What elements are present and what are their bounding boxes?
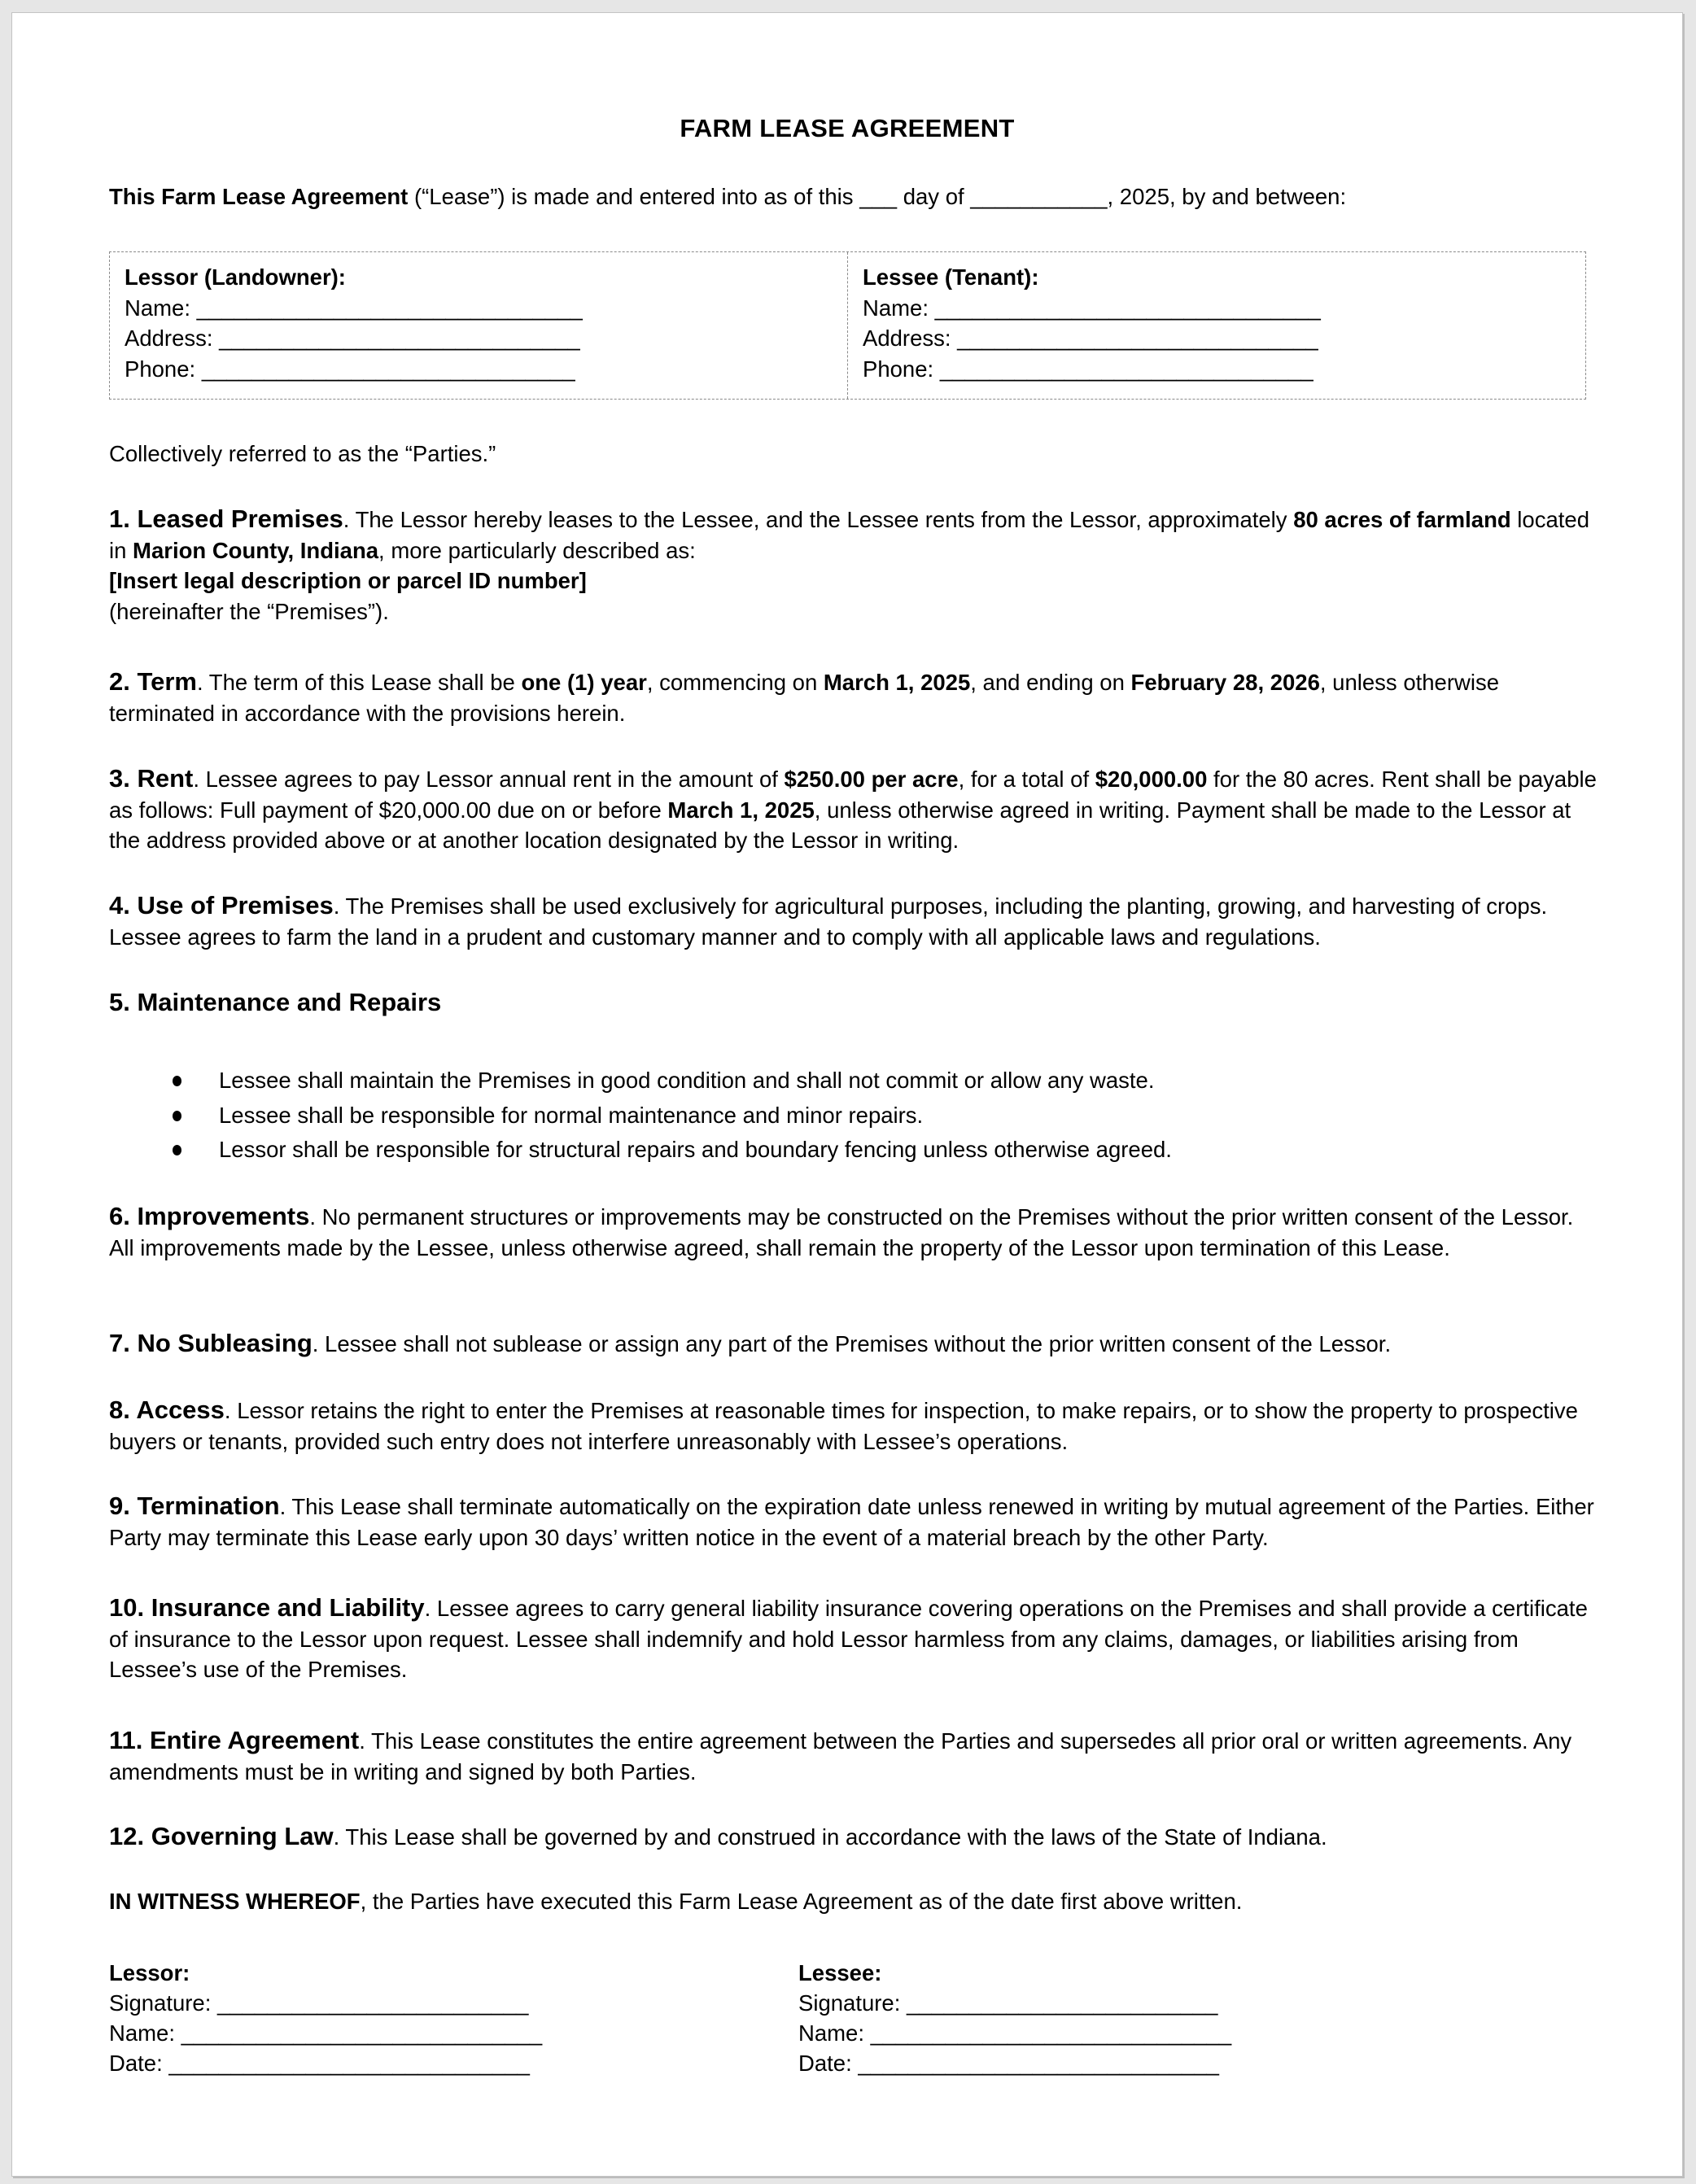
section-text: . This Lease constitutes the entire agreement between the Parties and supersedes all prior oral or written agreements. Any amendments must be in writing and signed by both Parties. bbox=[109, 1728, 1572, 1784]
field-blank[interactable]: _____________________________ bbox=[870, 2020, 1232, 2046]
field-blank[interactable]: _____________________________ bbox=[181, 2020, 543, 2046]
section-text: . This Lease shall be governed by and construed in accordance with the laws of the State of Indiana. bbox=[333, 1824, 1327, 1850]
section-text: . Lessee agrees to pay Lessor annual rent in the amount of bbox=[193, 767, 785, 792]
section-text: for the 80 acres. Rent shall be payable as follows: Full payment of $20,000.00 due on or before bbox=[109, 767, 1597, 823]
section-heading: 8. Access bbox=[109, 1396, 225, 1424]
lessor-phone-field[interactable] bbox=[125, 354, 847, 385]
witness-paragraph bbox=[109, 1886, 1598, 1917]
section-heading: 9. Termination bbox=[109, 1492, 280, 1520]
intro-text: (“Lease”) is made and entered into as of this bbox=[408, 184, 860, 209]
field-label: Address: bbox=[125, 325, 220, 351]
section-text: located in bbox=[109, 507, 1589, 563]
field-blank[interactable]: _______________________________ bbox=[934, 295, 1321, 321]
section-heading: 12. Governing Law bbox=[109, 1822, 334, 1850]
section-no-subleasing bbox=[109, 1328, 1598, 1360]
acreage-value: 80 acres of farmland bbox=[1293, 507, 1511, 532]
list-item: Lessor shall be responsible for structural repairs and boundary fencing unless otherwise agreed. bbox=[109, 1133, 1172, 1168]
field-label: Name: bbox=[125, 295, 197, 321]
lessor-signature-heading: Lessor: bbox=[109, 1960, 190, 1985]
start-date: March 1, 2025 bbox=[823, 670, 971, 695]
lessor-address-field[interactable] bbox=[125, 323, 847, 354]
section-heading: 4. Use of Premises bbox=[109, 891, 334, 919]
lessor-heading: Lessor (Landowner): bbox=[125, 264, 346, 290]
payment-due-date: March 1, 2025 bbox=[667, 797, 815, 823]
field-label: Name: bbox=[798, 2020, 871, 2046]
term-length: one (1) year bbox=[521, 670, 647, 695]
section-text: . The Lessor hereby leases to the Lessee, and the Lessee rents from the Lessor, approximately bbox=[343, 507, 1294, 532]
section-text: . The Premises shall be used exclusively for agricultural purposes, including the planting, growing, and harvesting of crops. Lessee agrees to farm the land in a prudent and customary manner and to comply with all applicable laws and regulations. bbox=[109, 893, 1548, 950]
section-heading: 3. Rent bbox=[109, 764, 194, 793]
collectively-paragraph: Collectively referred to as the “Parties.” bbox=[109, 441, 496, 466]
document-page bbox=[11, 12, 1683, 2177]
lessee-heading: Lessee (Tenant): bbox=[863, 264, 1039, 290]
list-item: Lessee shall be responsible for normal maintenance and minor repairs. bbox=[109, 1099, 1172, 1133]
field-label: Name: bbox=[109, 2020, 181, 2046]
section-heading: 5. Maintenance and Repairs bbox=[109, 988, 442, 1016]
legal-description-placeholder[interactable]: [Insert legal description or parcel ID number] bbox=[109, 568, 587, 593]
lessee-party-cell bbox=[847, 252, 1585, 399]
section-text: . No permanent structures or improvements may be constructed on the Premises without the prior written consent of the Lessor. All improvements made by the Lessee, unless otherwise agreed, shall remain the property of the Lessor upon termination of this Lease. bbox=[109, 1204, 1574, 1260]
month-blank[interactable]: ___________ bbox=[970, 184, 1108, 209]
lessee-phone-field[interactable] bbox=[863, 354, 1585, 385]
field-blank[interactable]: ______________________________ bbox=[201, 356, 575, 382]
field-blank[interactable]: _________________________ bbox=[907, 1990, 1218, 2016]
field-label: Address: bbox=[863, 325, 958, 351]
section-entire-agreement bbox=[109, 1725, 1598, 1787]
section-text: , for a total of bbox=[958, 767, 1095, 792]
section-governing-law bbox=[109, 1821, 1598, 1853]
section-improvements bbox=[109, 1201, 1598, 1263]
end-date: February 28, 2026 bbox=[1130, 670, 1320, 695]
field-label: Phone: bbox=[863, 356, 940, 382]
lessor-party-cell bbox=[110, 252, 847, 399]
section-text: , more particularly described as: bbox=[378, 537, 696, 563]
intro-text: day of bbox=[897, 184, 971, 209]
witness-bold: IN WITNESS WHEREOF bbox=[109, 1889, 361, 1914]
section-access bbox=[109, 1395, 1598, 1457]
section-text: , commencing on bbox=[646, 670, 824, 695]
section-leased-premises bbox=[109, 504, 1598, 627]
intro-bold-lead: This Farm Lease Agreement bbox=[109, 184, 409, 209]
section-text: , unless otherwise agreed in writing. Payment shall be made to the Lessor at the address provided above or at another location designated by the Lessor in writing. bbox=[109, 797, 1571, 853]
rent-total: $20,000.00 bbox=[1095, 767, 1208, 792]
lessee-name-sign-field[interactable] bbox=[798, 2018, 1231, 2048]
parties-table bbox=[109, 251, 1586, 400]
field-blank[interactable]: ______________________________ bbox=[939, 356, 1314, 382]
section-heading: 1. Leased Premises bbox=[109, 505, 343, 533]
section-text: . The term of this Lease shall be bbox=[196, 670, 522, 695]
lessee-address-field[interactable] bbox=[863, 323, 1585, 354]
section-text: (hereinafter the “Premises”). bbox=[109, 598, 389, 624]
section-use-of-premises bbox=[109, 890, 1598, 952]
section-text: . Lessee shall not sublease or assign any part of the Premises without the prior written consent of the Lessor. bbox=[312, 1331, 1392, 1356]
field-label: Date: bbox=[109, 2051, 169, 2076]
witness-text: , the Parties have executed this Farm Lease Agreement as of the date first above written. bbox=[360, 1889, 1243, 1914]
lessor-signature-field[interactable] bbox=[109, 1988, 542, 2018]
section-term bbox=[109, 666, 1598, 728]
intro-paragraph bbox=[109, 181, 1346, 212]
county-value: Marion County, Indiana bbox=[133, 537, 379, 563]
section-maintenance bbox=[109, 987, 1598, 1019]
lessee-name-field[interactable] bbox=[863, 293, 1585, 324]
field-blank[interactable]: _________________________ bbox=[217, 1990, 529, 2016]
field-label: Name: bbox=[863, 295, 935, 321]
section-rent bbox=[109, 763, 1598, 856]
field-blank[interactable]: _____________________________ bbox=[957, 325, 1318, 351]
field-label: Signature: bbox=[109, 1990, 218, 2016]
field-label: Date: bbox=[798, 2051, 859, 2076]
field-blank[interactable]: _____________________________ bbox=[858, 2051, 1219, 2076]
field-blank[interactable]: _____________________________ bbox=[219, 325, 580, 351]
list-item: Lessee shall maintain the Premises in good condition and shall not commit or allow any waste. bbox=[109, 1064, 1172, 1099]
day-blank[interactable]: ___ bbox=[859, 184, 898, 209]
field-label: Phone: bbox=[125, 356, 202, 382]
lessor-name-sign-field[interactable] bbox=[109, 2018, 542, 2048]
rent-per-acre: $250.00 per acre bbox=[784, 767, 959, 792]
section-termination bbox=[109, 1491, 1598, 1553]
intro-text: , 2025, by and between: bbox=[1107, 184, 1347, 209]
lessor-name-field[interactable] bbox=[125, 293, 847, 324]
lessor-signature-block bbox=[109, 1958, 542, 2078]
section-insurance bbox=[109, 1592, 1598, 1685]
lessor-date-field[interactable] bbox=[109, 2048, 542, 2078]
section-text: . Lessor retains the right to enter the Premises at reasonable times for inspection, to make repairs, or to show the property to prospective buyers or tenants, provided such entry does not interfere unreasonably with Lessee’s operations. bbox=[109, 1398, 1578, 1454]
maintenance-bullet-list bbox=[109, 1064, 1172, 1168]
lessee-signature-block bbox=[798, 1958, 1231, 2078]
section-heading: 7. No Subleasing bbox=[109, 1329, 313, 1357]
section-text: . This Lease shall terminate automatically on the expiration date unless renewed in writing by mutual agreement of the Parties. Either Party may terminate this Lease early upon 30 days’ written notice in the event of a material breach by the other Party. bbox=[109, 1494, 1594, 1550]
section-text: . Lessee agrees to carry general liability insurance covering operations on the Premises and shall provide a certificate of insurance to the Lessor upon request. Lessee shall indemnify and hold Lessor harmless from any claims, damages, or liabilities arising from Lessee’s use of the Premises. bbox=[109, 1596, 1588, 1682]
section-heading: 11. Entire Agreement bbox=[109, 1726, 360, 1754]
field-blank[interactable]: _____________________________ bbox=[168, 2051, 530, 2076]
lessee-date-field[interactable] bbox=[798, 2048, 1231, 2078]
section-heading: 2. Term bbox=[109, 667, 197, 696]
lessee-signature-heading: Lessee: bbox=[798, 1960, 882, 1985]
section-heading: 10. Insurance and Liability bbox=[109, 1593, 425, 1622]
lessee-signature-field[interactable] bbox=[798, 1988, 1231, 2018]
document-title: FARM LEASE AGREEMENT bbox=[680, 114, 1015, 142]
section-text: , unless otherwise terminated in accordance with the provisions herein. bbox=[109, 670, 1500, 726]
field-label: Signature: bbox=[798, 1990, 907, 2016]
field-blank[interactable]: _______________________________ bbox=[196, 295, 583, 321]
section-text: , and ending on bbox=[970, 670, 1131, 695]
section-heading: 6. Improvements bbox=[109, 1202, 310, 1230]
